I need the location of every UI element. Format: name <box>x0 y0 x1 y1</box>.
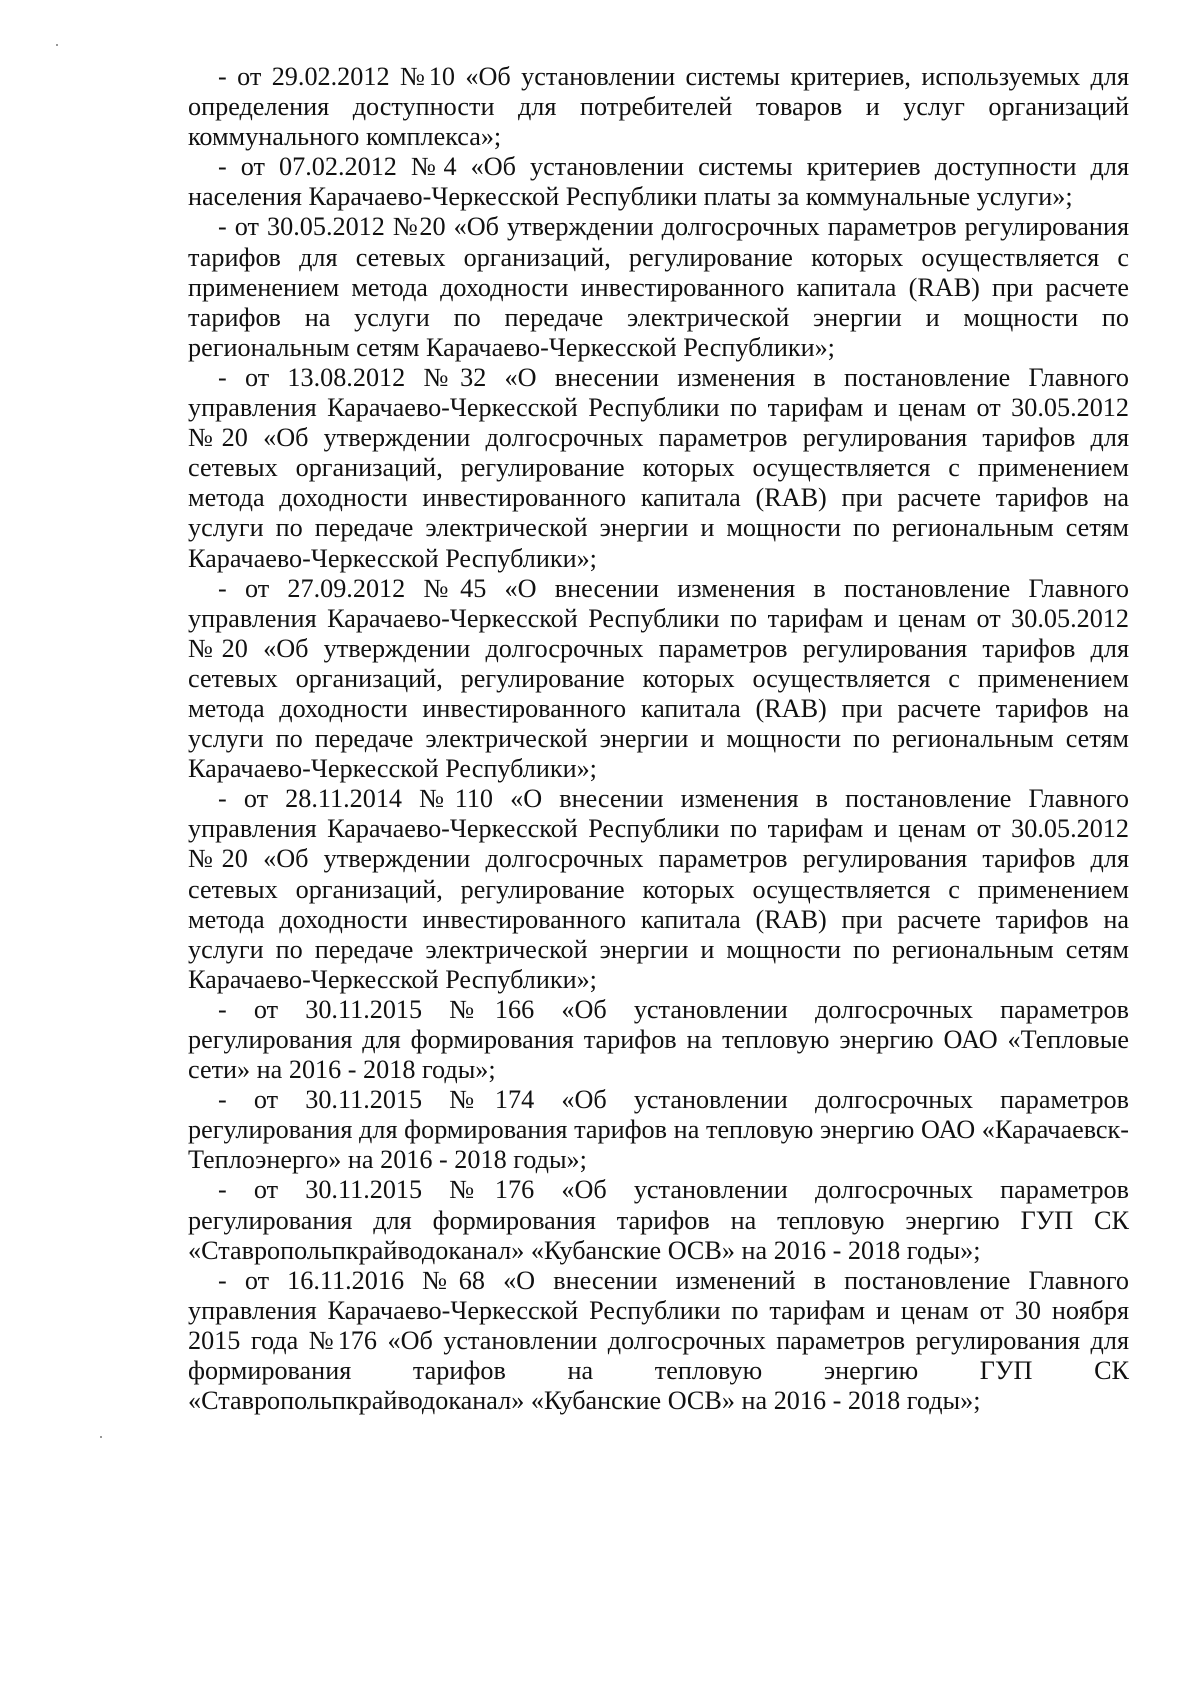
list-item: - от 30.11.2015 №174 «Об установлении долгосрочных параметров регулирования для формирования тарифов на тепловую энергию ОАО «Карачаевск-Теплоэнерго» на 2016 - 2018 годы»; <box>188 1085 1129 1175</box>
scan-speck <box>100 1436 102 1438</box>
list-item: - от 13.08.2012 №32 «О внесении изменения в постановление Главного управления Карачаево-Черкесской Республики по тарифам и ценам от 30.05.2012 №20 «Об утверждении долгосрочных параметров регулирования тарифов для сетевых организаций, регулирование которых осуществляется с применением метода доходности инвестированного капитала (RAB) при расчете тарифов на услуги по передаче электрической энергии и мощности по региональным сетям Карачаево-Черкесской Республики»; <box>188 362 1129 573</box>
list-item: - от 27.09.2012 №45 «О внесении изменения в постановление Главного управления Карачаево-Черкесской Республики по тарифам и ценам от 30.05.2012 №20 «Об утверждении долгосрочных параметров регулирования тарифов для сетевых организаций, регулирование которых осуществляется с применением метода доходности инвестированного капитала (RAB) при расчете тарифов на услуги по передаче электрической энергии и мощности по региональным сетям Карачаево-Черкесской Республики»; <box>188 573 1129 784</box>
list-item: - от 28.11.2014 №110 «О внесении изменения в постановление Главного управления Карачаево-Черкесской Республики по тарифам и ценам от 30.05.2012 №20 «Об утверждении долгосрочных параметров регулирования тарифов для сетевых организаций, регулирование которых осуществляется с применением метода доходности инвестированного капитала (RAB) при расчете тарифов на услуги по передаче электрической энергии и мощности по региональным сетям Карачаево-Черкесской Республики»; <box>188 784 1129 994</box>
list-item: - от 30.05.2012 №20 «Об утверждении долгосрочных параметров регулирования тарифов для сетевых организаций, регулирование которых осуществляется с применением метода доходности инвестированного капитала (RAB) при расчете тарифов на услуги по передаче электрической энергии и мощности по региональным сетям Карачаево-Черкесской Республики»; <box>188 212 1129 362</box>
list-item: - от 29.02.2012 №10 «Об установлении системы критериев, используемых для определения доступности для потребителей товаров и услуг организаций коммунального комплекса»; <box>188 62 1129 152</box>
document-body <box>188 62 1129 1416</box>
list-item: - от 07.02.2012 №4 «Об установлении системы критериев доступности для населения Карачаево-Черкесской Республики платы за коммунальные услуги»; <box>188 152 1129 212</box>
scan-speck <box>56 44 58 46</box>
list-item: - от 30.11.2015 №166 «Об установлении долгосрочных параметров регулирования для формирования тарифов на тепловую энергию ОАО «Тепловые сети» на 2016 - 2018 годы»; <box>188 994 1129 1085</box>
list-item: - от 30.11.2015 №176 «Об установлении долгосрочных параметров регулирования для формирования тарифов на тепловую энергию ГУП СК «Ставропольпкрайводоканал» «Кубанские ОСВ» на 2016 - 2018 годы»; <box>188 1175 1129 1265</box>
list-item: - от 16.11.2016 №68 «О внесении изменений в постановление Главного управления Карачаево-Черкесской Республики по тарифам и ценам от 30 ноября 2015 года №176 «Об установлении долгосрочных параметров регулирования для формирования тарифов на тепловую энергию ГУП СК «Ставропольпкрайводоканал» «Кубанские ОСВ» на 2016 - 2018 годы»; <box>188 1265 1129 1416</box>
